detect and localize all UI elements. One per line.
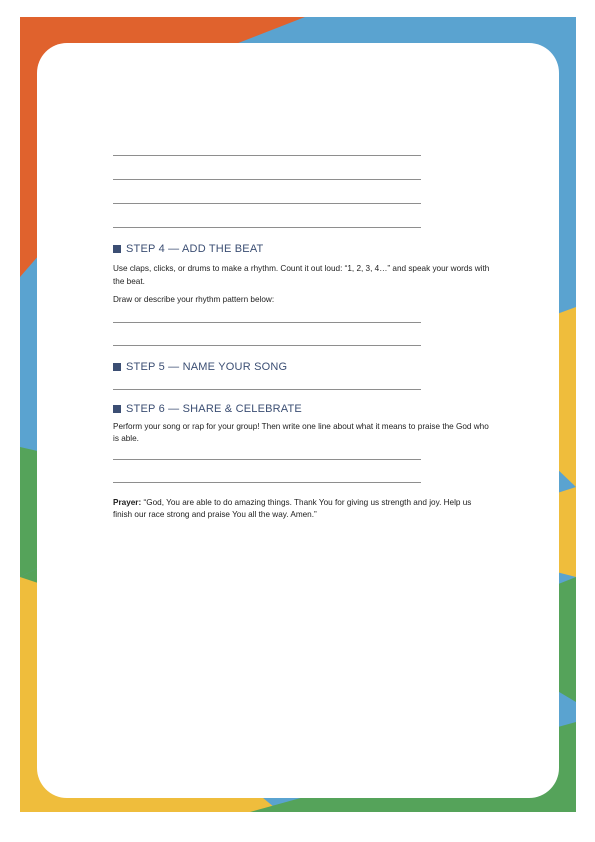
worksheet-content: [113, 146, 493, 522]
step-6-heading: [113, 403, 493, 415]
writing-line: [113, 227, 421, 228]
writing-line: [113, 459, 421, 460]
step-4-heading: [113, 243, 493, 255]
step-6-body: Perform your song or rap for your group! Then write one line about what it means to praise the God who is able.: [113, 421, 489, 443]
writing-line: [113, 179, 421, 180]
step-4-body: Use claps, clicks, or drums to make a rhythm. Count it out loud: “1, 2, 3, 4…” and speak your words with the beat.: [113, 264, 490, 286]
prayer-text: [113, 497, 491, 522]
step-5-heading: [113, 361, 493, 373]
writing-line: [113, 322, 421, 323]
writing-line: [113, 155, 421, 156]
prayer-body: “God, You are able to do amazing things. Thank You for giving us strength and joy. Help us finish our race strong and praise You all the way. Amen.”: [113, 497, 472, 519]
writing-line: [113, 389, 421, 390]
step-4-instruction: Draw or describe your rhythm pattern below:: [113, 295, 275, 304]
writing-line: [113, 203, 421, 204]
step-5-heading-text: STEP 5 — NAME YOUR SONG: [126, 360, 288, 373]
bullet-square-icon: [113, 245, 121, 253]
writing-line: [113, 345, 421, 346]
writing-line: [113, 482, 421, 483]
prayer-label: Prayer:: [113, 497, 142, 507]
step-4-heading-text: STEP 4 — ADD THE BEAT: [126, 243, 264, 255]
step-6-heading-text: STEP 6 — SHARE & CELEBRATE: [126, 402, 302, 415]
bullet-square-icon: [113, 405, 121, 413]
bullet-square-icon: [113, 363, 121, 371]
